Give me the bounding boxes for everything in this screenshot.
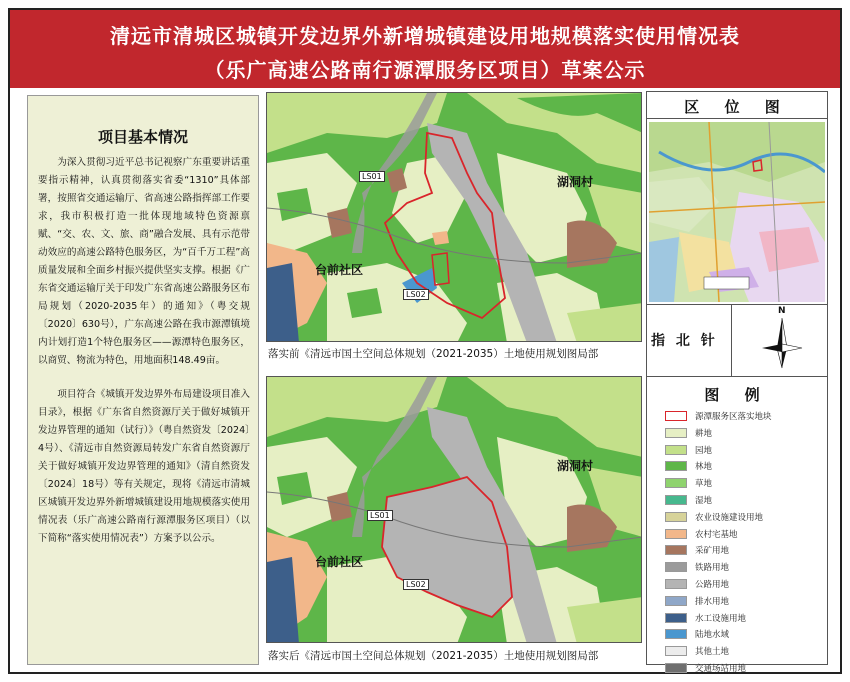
title-line1: 清远市清城区城镇开发边界外新增城镇建设用地规模落实使用情况表	[110, 24, 740, 48]
legend-label: 交通场站用地	[695, 664, 747, 674]
legend-swatch	[665, 663, 687, 673]
village-label-taiqian: 台前社区	[315, 263, 364, 277]
legend-swatch	[665, 478, 687, 488]
legend-label: 湿地	[695, 496, 713, 506]
legend-swatch	[665, 579, 687, 589]
title-banner	[10, 10, 840, 88]
north-arrow-icon	[757, 308, 807, 372]
legend-label: 草地	[695, 479, 713, 490]
legend-label: 陆地水域	[695, 630, 730, 641]
map-before	[266, 92, 642, 342]
legend-swatch	[665, 411, 687, 421]
legend-swatch	[665, 428, 687, 438]
legend-swatch	[665, 613, 687, 623]
legend-swatch	[665, 562, 687, 572]
legend-label: 水工设施用地	[695, 613, 747, 624]
location-heading: 区 位 图	[684, 98, 790, 116]
map-after	[266, 376, 642, 643]
north-letter: N	[778, 306, 786, 316]
divider	[647, 376, 827, 377]
legend-swatch	[665, 445, 687, 455]
legend-swatch	[665, 461, 687, 471]
intro-paragraph-2: 项目符合《城镇开发边界外布局建设项目准入目录》，根据《广东省自然资源厅关于做好城镇开发边界管理的通知（试行）》（粤自然资发〔2024〕4号）、《清远市自然资源局转发广东省自然资源厅关于做好城镇开发边界管理的通知》（清自然资发〔2024〕18号）等有关规定，现将《清远市清城区城镇开发边界外新增城镇建设用地规模落实使用情况表（乐广高速公路南行源潭服务区项目）（以下简称“落实使用情况表”）方案予以公示。	[38, 389, 250, 544]
map-before-caption: 落实前《清远市国土空间总体规划（2021-2035）土地使用规划图局部	[268, 348, 599, 360]
legend-swatch	[665, 512, 687, 522]
legend-swatch	[665, 629, 687, 639]
divider	[647, 304, 827, 305]
legend-label: 农业设施建设用地	[695, 512, 764, 523]
legend-label: 林地	[695, 462, 713, 473]
location-map	[649, 122, 825, 302]
legend-swatch	[665, 529, 687, 539]
legend-label: 排水用地	[695, 596, 730, 607]
legend-label: 公路用地	[695, 580, 730, 590]
intro-panel	[27, 95, 259, 665]
village-label-huadong: 湖洞村	[557, 175, 594, 189]
intro-paragraph-1: 为深入贯彻习近平总书记视察广东重要讲话重要指示精神，认真贯彻落实省委“1310”具体部署，按照省交通运输厅、省高速公路指挥部工作要求，我市积极打造一批体现地域特色资源禀赋、“交、农、文、旅、商”融合发展、具有示范带动效应的高速公路特色服务区，为“百千万工程”高质量发展和全面乡村振兴提供坚实支撑。根据《广东省交通运输厅关于印发广东省高速公路服务区布局规划（2020-2035年）的通知》（粤交规〔2020〕630号），广东高速公路在我市源潭镇境内计划打造1个特色服务区——源潭特色服务区，以商贸、物流为特色，用地面积148.49亩。	[38, 157, 250, 366]
divider	[731, 304, 732, 376]
road-tag-ls01: LS01	[359, 171, 385, 182]
legend-label: 铁路用地	[695, 563, 730, 574]
road-tag-ls01-after: LS01	[367, 510, 393, 521]
legend-label: 园地	[695, 445, 713, 456]
intro-heading: 项目基本情况	[97, 128, 188, 146]
legend-label: 采矿用地	[695, 546, 730, 557]
legend-heading: 图 例	[704, 386, 770, 404]
map-after-caption: 落实后《清远市国土空间总体规划（2021-2035）土地使用规划图局部	[268, 650, 599, 662]
legend-label: 农村宅基地	[695, 529, 738, 540]
village-label-taiqian-after: 台前社区	[315, 555, 364, 569]
map-before-drawing	[267, 93, 642, 342]
legend-swatch	[665, 646, 687, 656]
legend-label: 源潭服务区落实地块	[695, 412, 772, 422]
divider	[647, 118, 827, 119]
legend-swatch	[665, 545, 687, 555]
map-after-drawing	[267, 377, 642, 643]
legend-swatch	[665, 495, 687, 505]
road-tag-ls02-after: LS02	[403, 579, 429, 590]
legend-swatch	[665, 596, 687, 606]
right-column	[646, 91, 828, 674]
village-label-huadong-after: 湖洞村	[557, 459, 594, 473]
legend-label: 其他土地	[695, 647, 730, 658]
road-tag-ls02: LS02	[403, 289, 429, 300]
title-line2: （乐广高速公路南行源潭服务区项目）草案公示	[204, 58, 646, 82]
legend-label: 耕地	[695, 428, 713, 439]
north-arrow-label: 指 北 针	[651, 333, 718, 349]
